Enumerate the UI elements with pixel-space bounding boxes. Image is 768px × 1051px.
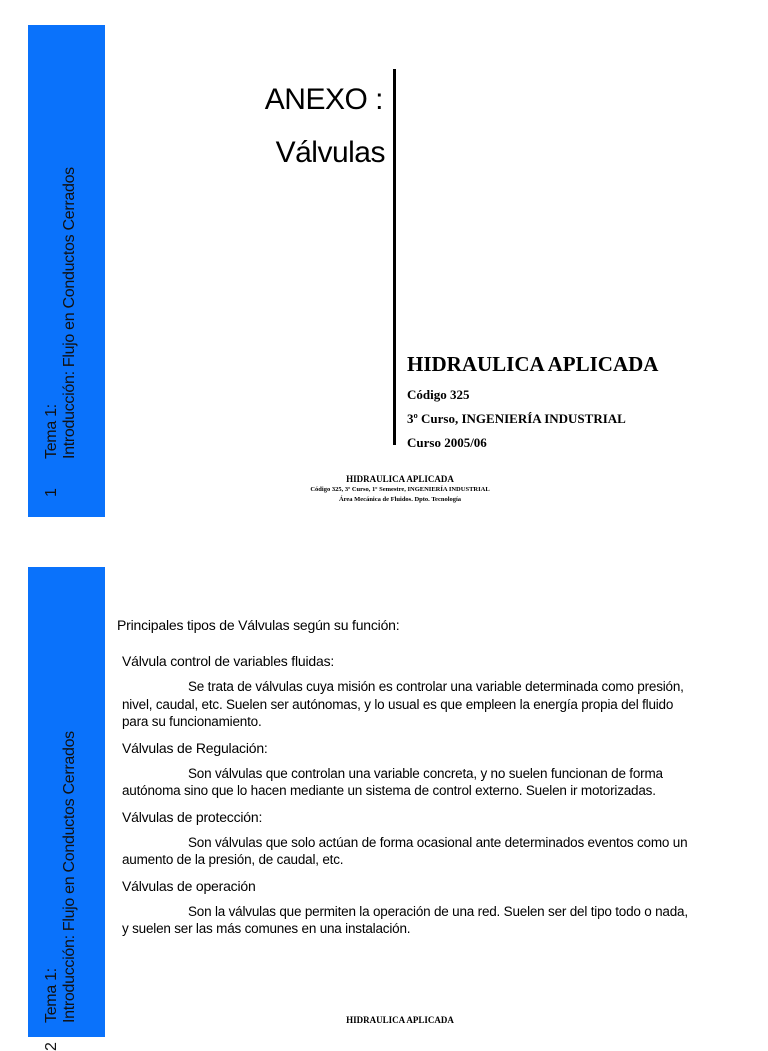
course-level: 3º Curso, INGENIERÍA INDUSTRIAL	[407, 411, 626, 426]
sidebar-page-number: 2	[43, 1042, 60, 1051]
annex-title: ANEXO :	[264, 83, 383, 116]
slide-footer	[250, 473, 550, 505]
sidebar-page-number: 1	[43, 488, 60, 497]
section-text: Son la válvulas que permiten la operación de una red. Suelen ser del tipo todo o nada, y suelen ser las más comunes en una instalación.	[122, 903, 688, 936]
sidebar-band	[28, 567, 105, 1051]
course-info	[407, 350, 658, 451]
footer-line-2: Área Mecánica de Fluidos. Dpto. Tecnología	[338, 496, 462, 503]
sidebar-topic-line2: Introducción: Flujo en Conductos Cerrados	[61, 167, 78, 459]
slide-2	[0, 540, 768, 1051]
section-heading: Válvula control de variables fluidas:	[122, 653, 335, 669]
section-text: Son válvulas que solo actúan de forma ocasional ante determinados eventos como un aumento de la presión, de caudal, etc.	[122, 834, 688, 867]
section-heading: Válvulas de operación	[122, 877, 256, 894]
slide-footer	[250, 1014, 550, 1026]
annex-subtitle: Válvulas	[275, 136, 385, 169]
footer-title: HIDRAULICA APLICADA	[346, 1015, 454, 1025]
sidebar-topic-line2: Introducción: Flujo en Conductos Cerrados	[61, 731, 78, 1023]
sidebar-topic-line1: Tema 1:	[43, 404, 60, 459]
intro-text: Principales tipos de Válvulas según su función:	[117, 617, 400, 633]
section-heading: Válvulas de protección:	[122, 808, 263, 825]
footer-line-1: Código 325, 3º Curso, 1º Semestre, INGENIERÍA INDUSTRIAL	[310, 486, 490, 493]
course-code: Código 325	[407, 387, 470, 402]
footer-title: HIDRAULICA APLICADA	[346, 474, 454, 484]
section-heading: Válvulas de Regulación:	[122, 739, 268, 756]
section-text: Se trata de válvulas cuya misión es controlar una variable determinada como presión, nivel, caudal, etc. Suelen ser autónomas, y lo usual es que empleen la energía propia del fluido para su funcionamiento.	[122, 679, 684, 729]
section-text: Son válvulas que controlan una variable concreta, y no suelen funcionan de forma autónoma sino que lo hacen mediante un sistema de control externo. Suelen ir motorizadas.	[122, 765, 663, 798]
sidebar-topic-line1: Tema 1:	[43, 968, 60, 1023]
valve-types-list	[122, 652, 692, 946]
course-name: HIDRAULICA APLICADA	[407, 352, 659, 376]
sidebar-band	[28, 25, 105, 517]
course-year: Curso 2005/06	[407, 435, 487, 450]
vertical-divider	[393, 69, 396, 445]
